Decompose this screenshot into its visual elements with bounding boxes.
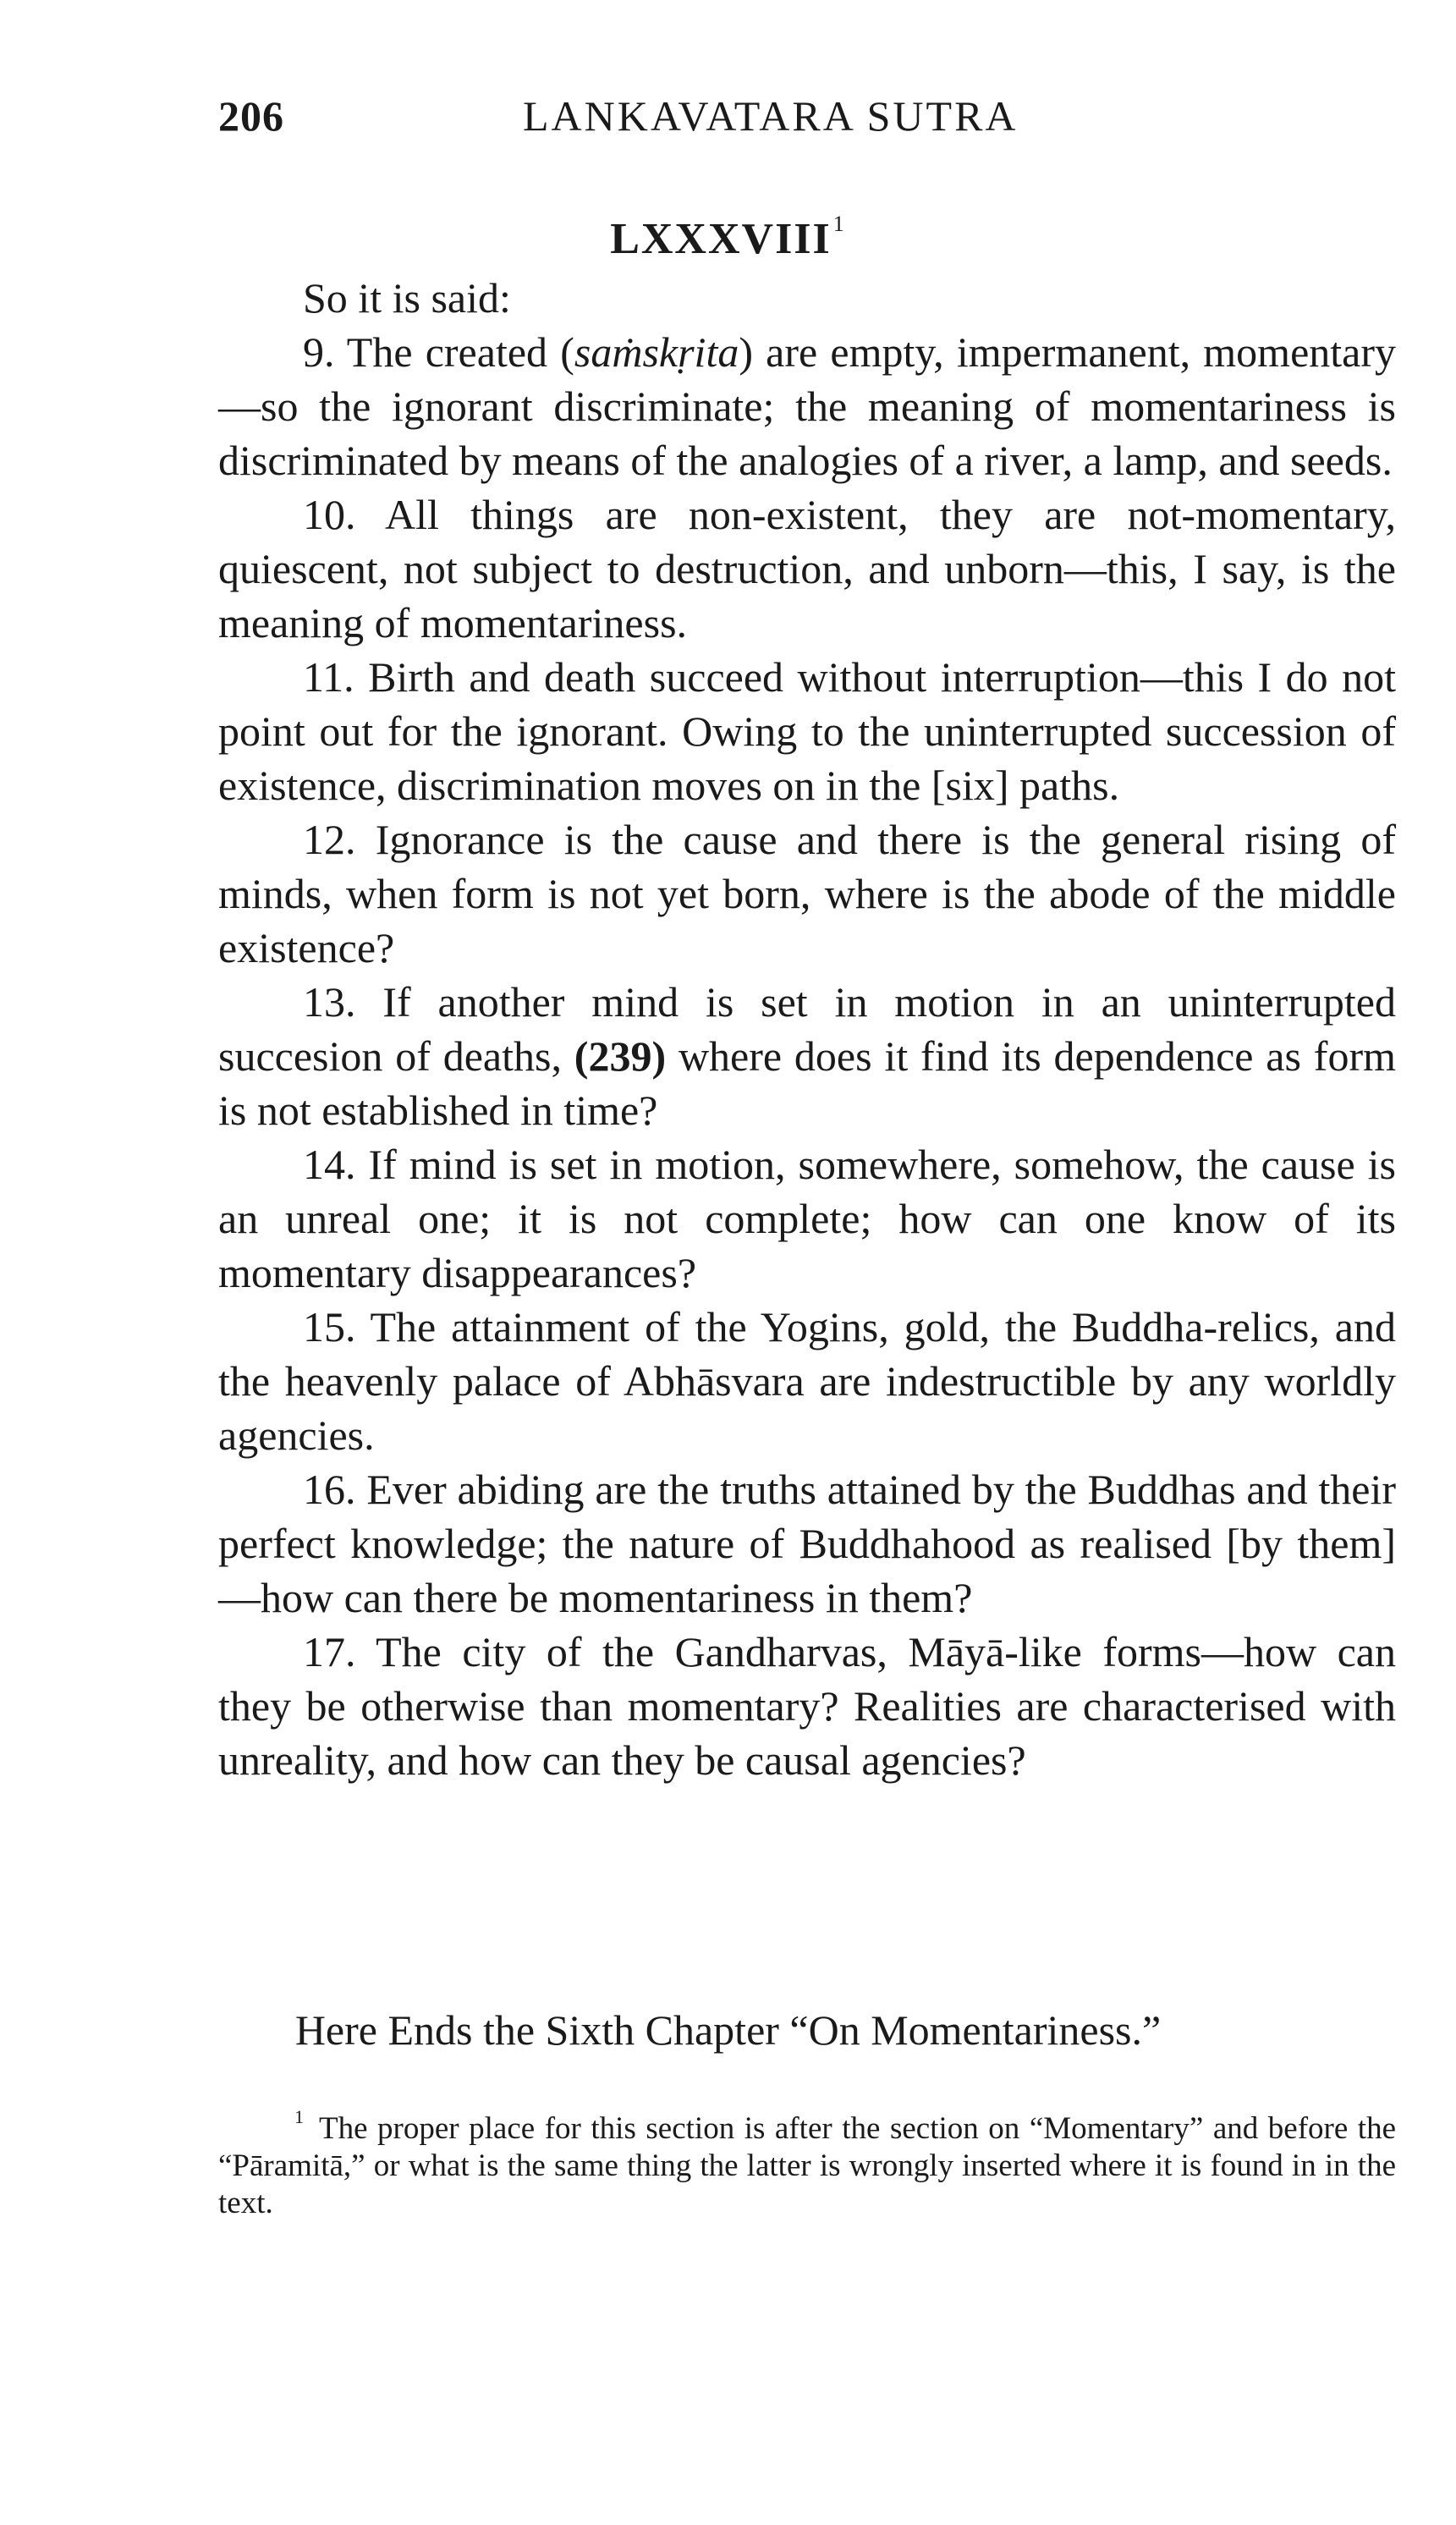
running-head bbox=[218, 91, 1403, 151]
verse-9 bbox=[218, 325, 1396, 487]
verse-text: where does it find its dependence as form is not established in time? bbox=[218, 1032, 1396, 1134]
footnote-paragraph bbox=[218, 2099, 1396, 2222]
verse-number: 14. bbox=[303, 1141, 356, 1188]
verse-text: Ever abiding are the truths attained by the Buddhas and their perfect knowledge; the nature of Buddhahood as realised [by them]—how can there be momentariness in them? bbox=[218, 1466, 1397, 1621]
section-footnote-mark: 1 bbox=[832, 212, 846, 236]
verse-number: 9. bbox=[303, 328, 335, 376]
original-page-ref: (239) bbox=[574, 1032, 667, 1080]
verse-number: 10. bbox=[303, 491, 356, 538]
verse-10 bbox=[218, 487, 1396, 650]
verse-16 bbox=[218, 1462, 1396, 1625]
section-number: LXXXVIII bbox=[610, 215, 832, 263]
footnote bbox=[218, 2099, 1396, 2222]
chapter-end-line: Here Ends the Sixth Chapter “On Momentariness.” bbox=[294, 2006, 1162, 2054]
verse-text: The created ( bbox=[346, 328, 574, 376]
footnote-text: The proper place for this section is after the section on “Momentary” and before the “Pāramitā,” or what is the same thing the latter is wrongly inserted where it is found in in the text. bbox=[218, 2111, 1396, 2220]
section-heading bbox=[0, 212, 1456, 264]
verse-number: 16. bbox=[303, 1466, 356, 1513]
sanskrit-term: saṁskṛita bbox=[574, 328, 739, 376]
verse-number: 13. bbox=[303, 978, 356, 1026]
verse-13 bbox=[218, 975, 1396, 1137]
verse-text: The attainment of the Yogins, gold, the Buddha-relics, and the heavenly palace of Abhāsvara are indestructible by any worldly agencies. bbox=[218, 1303, 1396, 1459]
verse-17 bbox=[218, 1625, 1396, 1787]
verse-number: 11. bbox=[303, 653, 354, 701]
verse-text: Birth and death succeed without interruption—this I do not point out for the ignorant. Owing to the uninterrupted succession of existence, discrimination moves on in the [six] paths. bbox=[218, 653, 1397, 809]
verse-number: 15. bbox=[303, 1303, 356, 1351]
page-number: 206 bbox=[218, 92, 284, 140]
verse-text: ) are empty, impermanent, momentary—so the ignorant discriminate; the meaning of momentariness is discriminated by means of the analogies of a river, a lamp, and seeds. bbox=[218, 328, 1397, 484]
verse-text: If another mind is set in motion in an uninterrupted succesion of deaths, bbox=[218, 978, 1396, 1080]
running-title: LANKAVATARA SUTRA bbox=[523, 92, 1019, 140]
verse-number: 12. bbox=[303, 816, 356, 863]
intro-paragraph: So it is said: bbox=[303, 274, 511, 322]
verse-text: Ignorance is the cause and there is the general rising of minds, when form is not yet born, where is the abode of the middle existence? bbox=[218, 816, 1397, 971]
verse-11 bbox=[218, 650, 1396, 812]
verse-text: All things are non-existent, they are not-momentary, quiescent, not subject to destruction, and unborn—this, I say, is the meaning of momentariness. bbox=[218, 491, 1396, 646]
verse-text: If mind is set in motion, somewhere, somehow, the cause is an unreal one; it is not complete; how can one know of its momentary disappearances? bbox=[218, 1141, 1397, 1296]
verse-14 bbox=[218, 1137, 1396, 1300]
body-text bbox=[218, 271, 1396, 1787]
verse-15 bbox=[218, 1300, 1396, 1462]
verse-12 bbox=[218, 812, 1396, 975]
verse-text: The city of the Gandharvas, Māyā-like forms—how can they be otherwise than momentary? Realities are characterised with unreality, and how can they be causal agencies? bbox=[218, 1628, 1396, 1784]
verse-number: 17. bbox=[303, 1628, 356, 1675]
footnote-mark: 1 bbox=[294, 2106, 304, 2127]
